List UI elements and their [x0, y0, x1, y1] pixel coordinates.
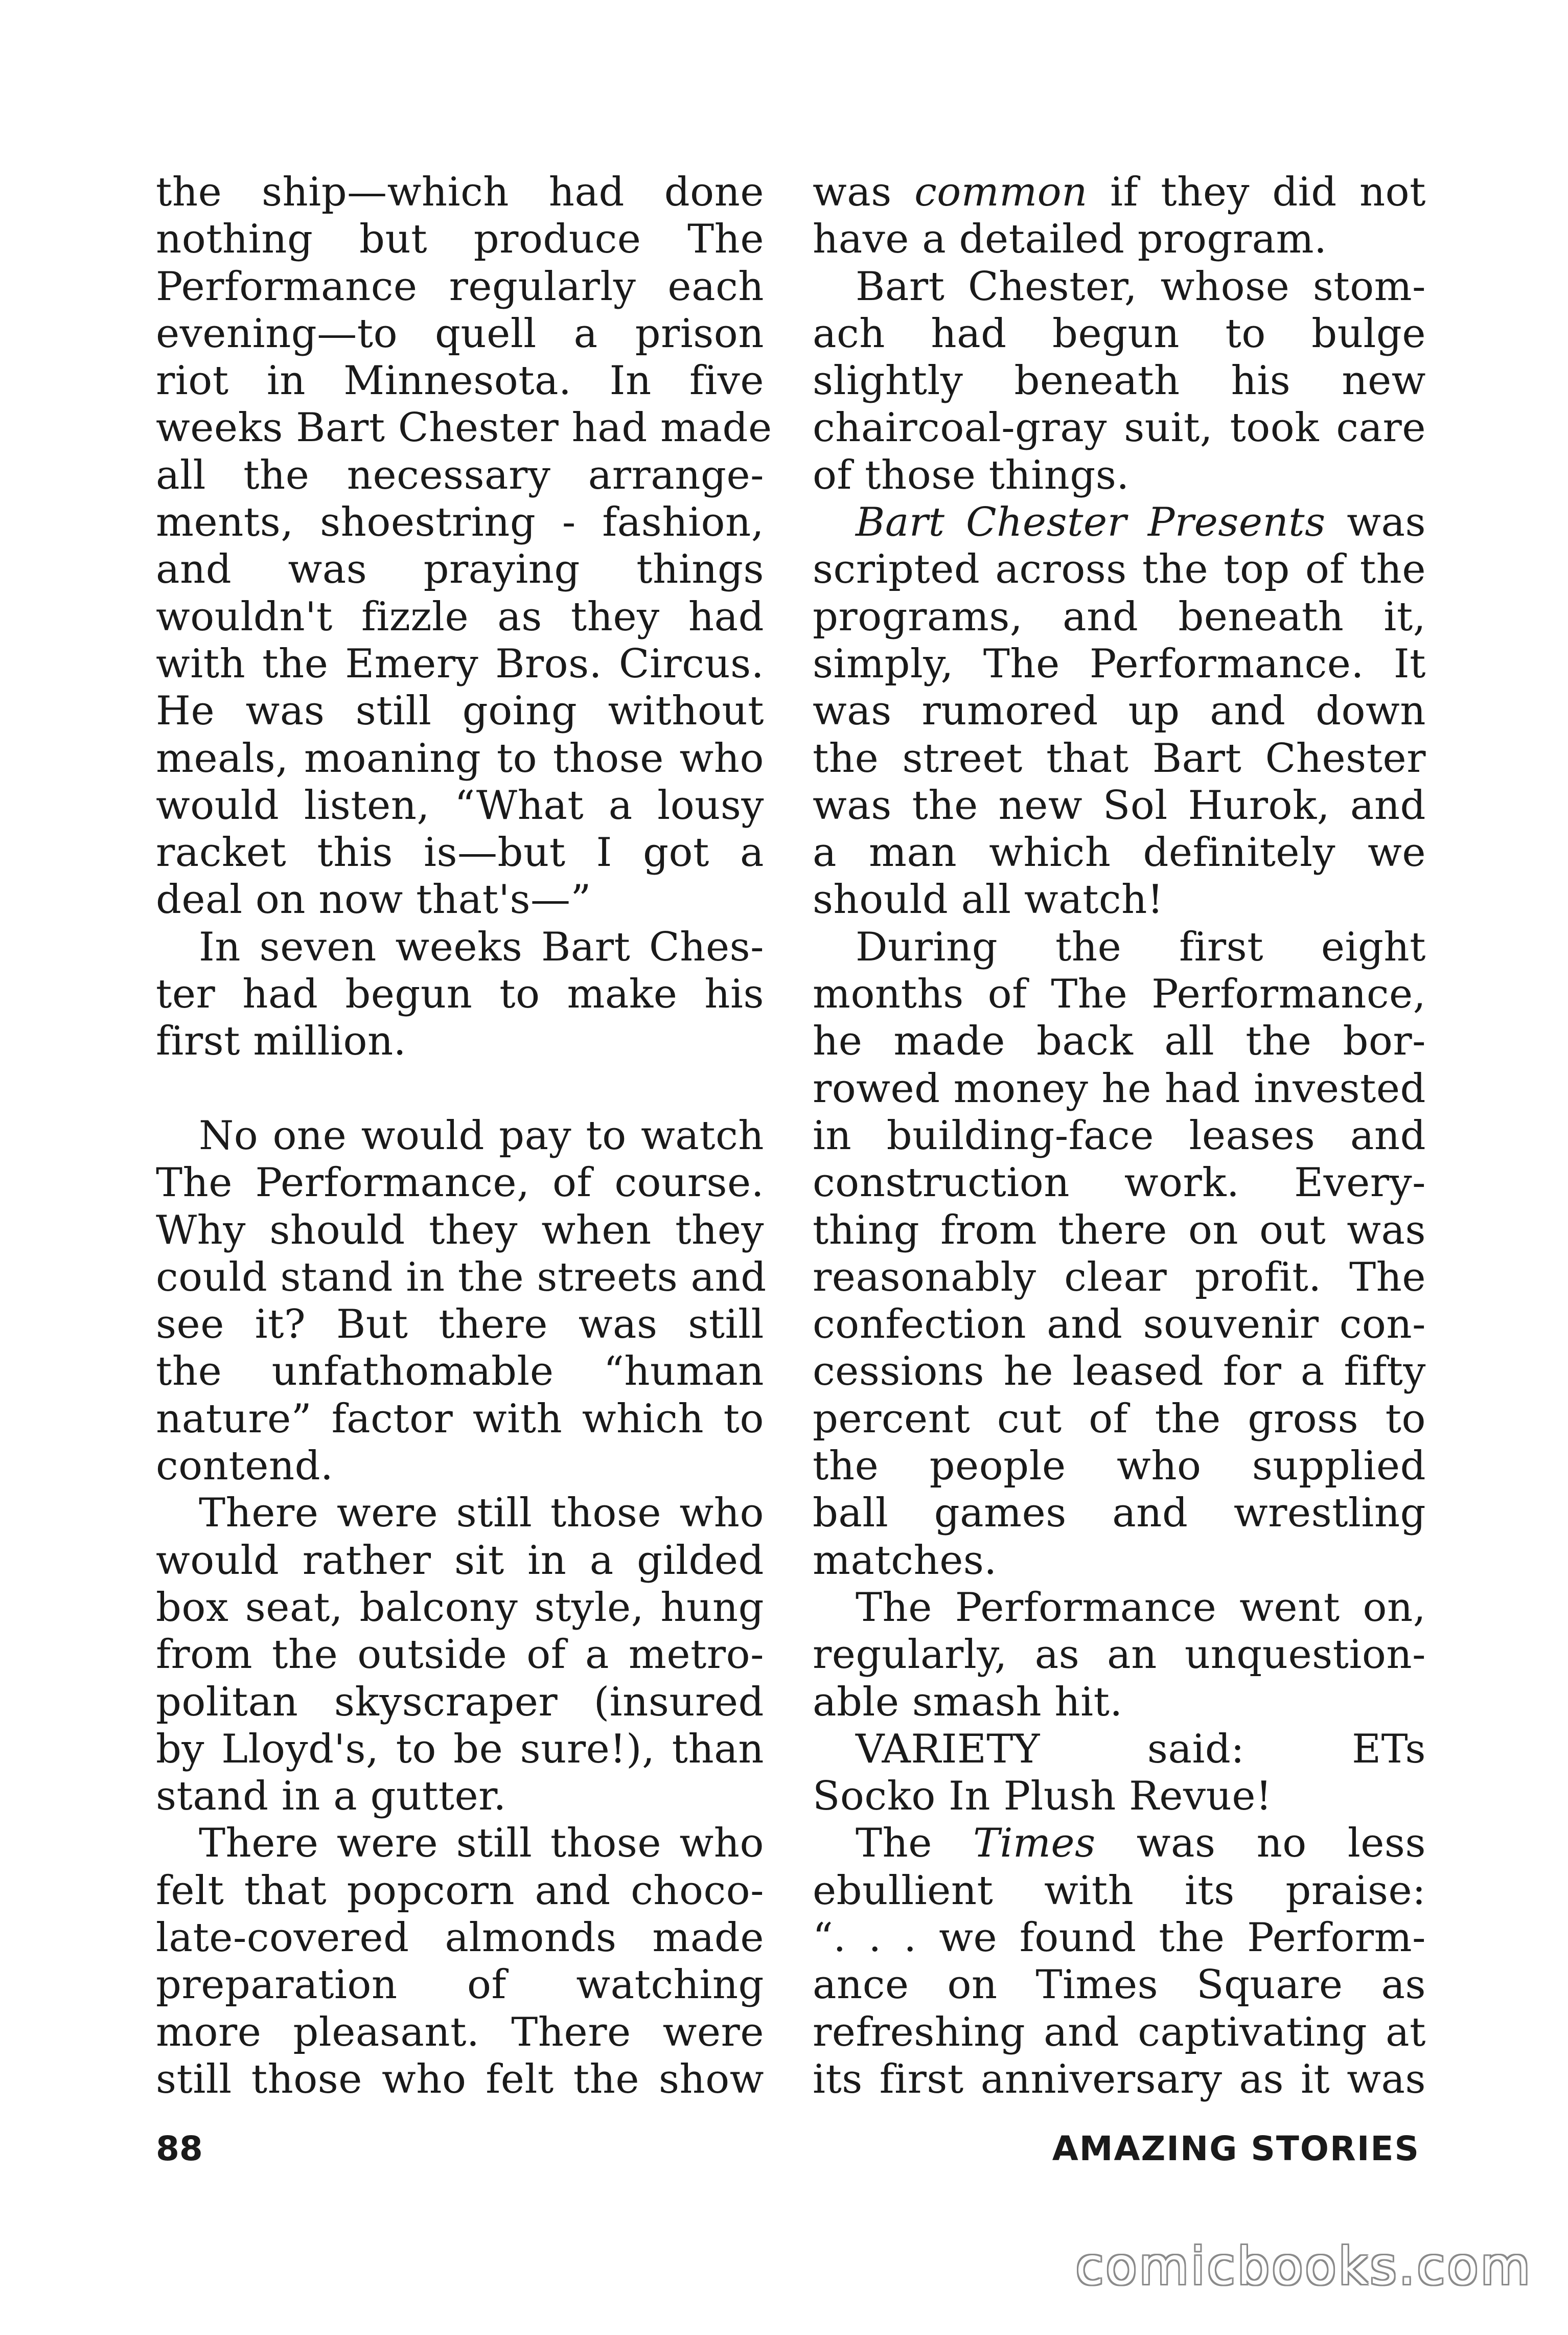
text-line: the unfathomable “human: [156, 1348, 764, 1395]
text-line: should all watch!: [813, 877, 1164, 923]
running-title: AMAZING STORIES: [1052, 2129, 1420, 2168]
text-line: stand in a gutter.: [156, 1773, 506, 1820]
text-line: weeks Bart Chester had made: [156, 405, 772, 451]
text-line: nature” factor with which to: [156, 1395, 764, 1442]
text-line: would rather sit in a gilded: [156, 1537, 764, 1584]
text-line: riot in Minnesota. In five: [156, 358, 764, 404]
text-line: all the necessary arrange-: [156, 452, 764, 498]
text-line: refreshing and captivating at: [813, 2009, 1426, 2055]
text-line: The Times was no less: [856, 1820, 1426, 1867]
text-line: reasonably clear profit. The: [813, 1254, 1426, 1300]
right-text-column: [813, 169, 1426, 2103]
text-line: simply, The Performance. It: [813, 640, 1426, 687]
text-line: cessions he leased for a fifty: [813, 1348, 1426, 1395]
text-line: of those things.: [813, 452, 1129, 498]
text-line: the ship—which had done: [156, 169, 764, 215]
text-line: meals, moaning to those who: [156, 735, 764, 782]
text-line: percent cut of the gross to: [813, 1395, 1426, 1442]
text-line: regularly, as an unquestion-: [813, 1632, 1426, 1678]
text-line: was common if they did not: [813, 169, 1426, 215]
text-line: “. . . we found the Perform-: [813, 1914, 1426, 1961]
text-line: chaircoal-gray suit, took care: [813, 405, 1426, 451]
watermark: comicbooks.com: [1075, 2236, 1532, 2296]
text-line: in building-face leases and: [813, 1112, 1426, 1159]
text-line: the street that Bart Chester: [813, 735, 1426, 782]
text-line: The Performance, of course.: [156, 1160, 764, 1206]
text-line: felt that popcorn and choco-: [156, 1867, 764, 1914]
text-line: wouldn't fizzle as they had: [156, 593, 764, 640]
text-line: There were still those who: [199, 1820, 764, 1867]
text-line: Bart Chester Presents was: [856, 499, 1426, 546]
text-line: deal on now that's—”: [156, 877, 591, 923]
text-line: During the first eight: [856, 924, 1426, 970]
italic-text: common: [914, 169, 1088, 215]
text-line: confection and souvenir con-: [813, 1301, 1426, 1348]
text-line: ball games and wrestling: [813, 1490, 1426, 1537]
text-line: scripted across the top of the: [813, 546, 1426, 593]
text-line: the people who supplied: [813, 1443, 1426, 1490]
text-line: and was praying things: [156, 546, 764, 593]
text-line: was rumored up and down: [813, 688, 1426, 735]
text-line: In seven weeks Bart Ches-: [199, 924, 764, 970]
text-line: ter had begun to make his: [156, 971, 764, 1018]
text-line: able smash hit.: [813, 1679, 1123, 1725]
left-text-column: [156, 169, 772, 2103]
text-line: months of The Performance,: [813, 971, 1426, 1018]
text-line: matches.: [813, 1537, 997, 1584]
text-line: late-covered almonds made: [156, 1914, 764, 1961]
text-line: first million.: [156, 1018, 407, 1065]
text-line: racket this is—but I got a: [156, 830, 764, 876]
text-line: He was still going without: [156, 688, 764, 735]
section-break: [156, 1065, 764, 1112]
text-line: could stand in the streets and: [156, 1254, 767, 1300]
text-line: more pleasant. There were: [156, 2009, 764, 2055]
italic-text: Times: [973, 1820, 1096, 1867]
text-line: have a detailed program.: [813, 216, 1327, 263]
text-line: he made back all the bor-: [813, 1018, 1426, 1065]
text-line: still those who felt the show: [156, 2056, 764, 2102]
text-line: evening—to quell a prison: [156, 310, 764, 357]
text-line: a man which definitely we: [813, 830, 1426, 876]
text-line: Bart Chester, whose stom-: [856, 263, 1426, 310]
text-line: rowed money he had invested: [813, 1065, 1426, 1112]
text-line: box seat, balcony style, hung: [156, 1584, 764, 1631]
text-line: would listen, “What a lousy: [156, 782, 764, 829]
text-line: politan skyscraper (insured: [156, 1679, 764, 1725]
italic-text: Bart Chester Presents: [856, 499, 1326, 546]
text-line: was the new Sol Hurok, and: [813, 782, 1426, 829]
text-line: The Performance went on,: [856, 1584, 1426, 1631]
text-line: programs, and beneath it,: [813, 593, 1426, 640]
text-line: ebullient with its praise:: [813, 1867, 1426, 1914]
text-line: ach had begun to bulge: [813, 310, 1426, 357]
text-line: nothing but produce The: [156, 216, 764, 263]
text-line: construction work. Every-: [813, 1160, 1426, 1206]
text-line: see it? But there was still: [156, 1301, 764, 1348]
text-line: There were still those who: [199, 1490, 764, 1537]
page-number: 88: [156, 2129, 203, 2168]
text-line: ments, shoestring - fashion,: [156, 499, 764, 546]
text-line: thing from there on out was: [813, 1207, 1426, 1253]
text-line: VARIETY said: ETs: [856, 1726, 1426, 1772]
text-line: No one would pay to watch: [199, 1112, 764, 1159]
text-line: ance on Times Square as: [813, 1962, 1426, 2008]
text-line: from the outside of a metro-: [156, 1632, 764, 1678]
text-line: preparation of watching: [156, 1962, 764, 2008]
text-line: by Lloyd's, to be sure!), than: [156, 1726, 764, 1772]
text-line: slightly beneath his new: [813, 358, 1426, 404]
text-line: with the Emery Bros. Circus.: [156, 640, 764, 687]
text-line: Performance regularly each: [156, 263, 764, 310]
text-line: contend.: [156, 1443, 334, 1490]
text-line: Socko In Plush Revue!: [813, 1773, 1272, 1820]
text-line: Why should they when they: [156, 1207, 764, 1253]
text-line: its first anniversary as it was: [813, 2056, 1426, 2102]
